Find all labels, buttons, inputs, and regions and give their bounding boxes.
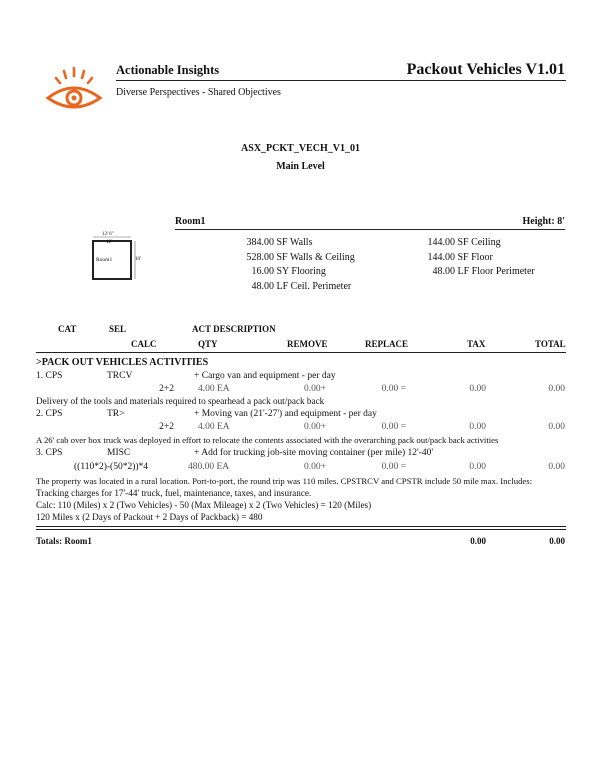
line-item-total: 0.00 [548, 462, 565, 472]
line-item-note: Delivery of the tools and materials required to spearhead a pack out/pack back [36, 396, 325, 406]
col-header-cat: CAT [58, 324, 77, 334]
line-item-note: 120 Miles x (2 Days of Packout + 2 Days of Packback) = 480 [36, 512, 263, 522]
measurement-row: 16.00 SY Flooring [251, 266, 326, 277]
col-header-calc: CALC [131, 339, 157, 349]
sketch-room-label: Room1 [96, 257, 113, 263]
line-item-replace: 0.00 = [381, 384, 406, 394]
line-item-note: The property was located in a rural location. Port-to-port, the round trip was 110 miles. CPSTRCV and CPSTR include 50 mile max. Includes: [36, 476, 533, 486]
sketch-top-dim: 12' 6" [102, 232, 114, 237]
line-item-sel: TR> [107, 409, 125, 419]
line-item-qty: 4.00 EA [198, 384, 230, 394]
company-name: Actionable Insights [116, 63, 220, 77]
eye-logo-icon [44, 66, 104, 116]
company-logo [44, 66, 104, 116]
col-header-remove: REMOVE [287, 339, 328, 349]
line-item-calc: ((110*2)-(50*2))*4 [74, 462, 149, 472]
col-header-qty: QTY [198, 339, 218, 349]
line-item-calc: 2+2 [159, 384, 174, 394]
columns-divider [36, 352, 566, 353]
line-item-description: + Moving van (21'-27') and equipment - per day [194, 409, 377, 419]
room-name: Room1 [175, 216, 206, 227]
line-item-description: + Add for trucking job-site moving container (per mile) 12'-40' [194, 448, 434, 458]
line-item-description: + Cargo van and equipment - per day [194, 371, 336, 381]
totals-divider-bottom [36, 529, 566, 530]
sketch-side-dim: 10' [135, 257, 141, 262]
line-item-note: Calc: 110 (Miles) x 2 (Two Vehicles) - 50 (Max Mileage) x 2 (Two Vehicles) = 120 (Miles) [36, 500, 372, 510]
totals-total: 0.00 [549, 536, 565, 546]
line-item-sel: TRCV [107, 371, 133, 381]
line-item-total: 0.00 [548, 422, 565, 432]
section-title: >PACK OUT VEHICLES ACTIVITIES [36, 357, 209, 368]
totals-label: Totals: Room1 [36, 536, 92, 546]
document-level: Main Level [276, 161, 325, 172]
measurement-row: 384.00 SF Walls [246, 237, 313, 248]
line-item-note: Tracking charges for 17'-44' truck, fuel, maintenance, taxes, and insurance. [36, 488, 312, 498]
room-divider [175, 229, 565, 230]
line-item-tax: 0.00 [469, 462, 486, 472]
measurement-row: 48.00 LF Floor Perimeter [432, 266, 535, 277]
totals-tax: 0.00 [470, 536, 486, 546]
measurement-row: 48.00 LF Ceil. Perimeter [251, 281, 352, 292]
line-item-remove: 0.00+ [304, 384, 326, 394]
line-item-note: A 26' cab over box truck was deployed in effort to relocate the contents associated with the overarching pack out/pack back activities [36, 435, 499, 445]
header-divider [116, 80, 566, 81]
col-header-total: TOTAL [535, 339, 566, 349]
line-item-remove: 0.00+ [304, 462, 326, 472]
line-item-replace: 0.00 = [381, 462, 406, 472]
line-item-total: 0.00 [548, 384, 565, 394]
document-code: ASX_PCKT_VECH_V1_01 [241, 143, 360, 154]
line-item-calc: 2+2 [159, 422, 174, 432]
line-item-qty: 480.00 EA [188, 462, 230, 472]
sketch-inner-dim: 12' [106, 240, 112, 245]
line-item-number: 1. CPS [36, 371, 63, 381]
room-height: Height: 8' [522, 216, 565, 227]
line-item-number: 3. CPS [36, 448, 63, 458]
line-item-qty: 4.00 EA [198, 422, 230, 432]
measurement-row: 144.00 SF Floor [427, 252, 493, 263]
col-header-replace: REPLACE [365, 339, 409, 349]
totals-divider-top [36, 526, 566, 527]
line-item-replace: 0.00 = [381, 422, 406, 432]
col-header-tax: TAX [467, 339, 486, 349]
line-item-number: 2. CPS [36, 409, 63, 419]
company-tagline: Diverse Perspectives - Shared Objectives [116, 87, 281, 98]
measurement-row: 144.00 SF Ceiling [427, 237, 501, 248]
col-header-sel: SEL [109, 324, 127, 334]
line-item-tax: 0.00 [469, 422, 486, 432]
col-header-act-desc: ACT DESCRIPTION [192, 324, 276, 334]
line-item-sel: MISC [107, 448, 131, 458]
measurement-row: 528.00 SF Walls & Ceiling [246, 252, 355, 263]
report-title: Packout Vehicles V1.01 [406, 61, 565, 78]
line-item-tax: 0.00 [469, 384, 486, 394]
line-item-remove: 0.00+ [304, 422, 326, 432]
